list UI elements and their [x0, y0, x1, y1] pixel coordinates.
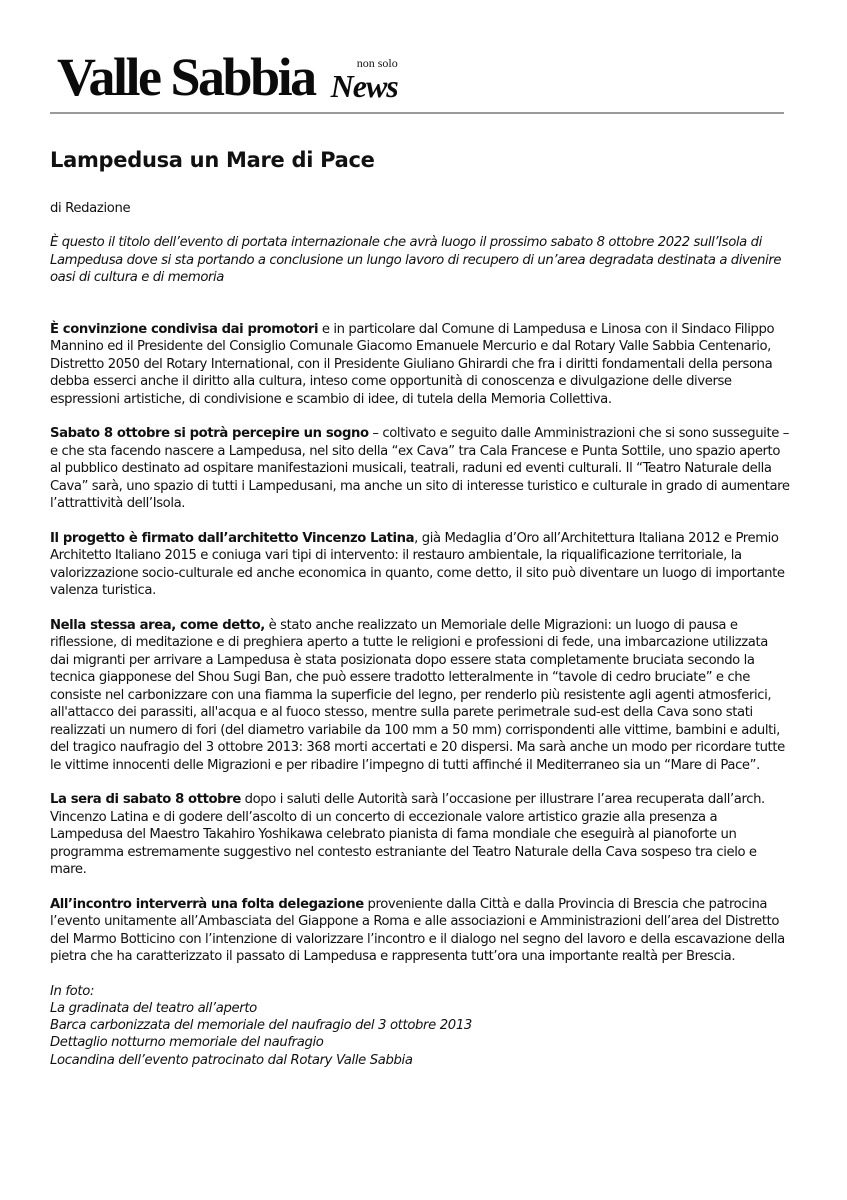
paragraph-lead-in: È convinzione condivisa dai promotori	[50, 321, 319, 337]
paragraph-text: – coltivato e seguito dalle Amministrazioni che si sono susseguite – e che sta facendo nascere a Lampedusa, nel sito della “ex Cava” tra Cala Francese e Punta Sottile, uno spazio aperto al pubblico destinato ad ospitare manifestazioni musicali, teatrali, raduni ed eventi culturali. Il “Teatro Naturale della Cava” sarà, uno spazio di tutti i Lampedusani, ma anche un sito di interesse turistico e culturale in grado di aumentare l’attrattività dell’Isola.	[50, 426, 790, 511]
caption-item: La gradinata del teatro all’aperto	[50, 1000, 257, 1016]
paragraph-lead-in: Nella stessa area, come detto,	[50, 617, 265, 633]
captions-heading: In foto:	[50, 983, 95, 999]
paragraph-lead-in: Sabato 8 ottobre si potrà percepire un sogno	[50, 426, 369, 441]
brand-tagline-news: News	[330, 68, 398, 104]
article-paragraph	[50, 617, 790, 775]
header-divider	[50, 112, 784, 114]
masthead-logo	[57, 28, 398, 108]
article	[50, 146, 790, 1069]
article-title: Lampedusa un Mare di Pace	[50, 148, 375, 172]
caption-item: Barca carbonizzata del memoriale del naufragio del 3 ottobre 2013	[50, 1018, 472, 1034]
brand-tagline-small: non solo	[356, 56, 398, 70]
paragraph-text: proveniente dalla Città e dalla Provincia di Brescia che patrocina l’evento unitamente all’Ambasciata del Giappone a Roma e alle associazioni e Amministrazioni dell’area del Distretto del Marmo Botticino con l’intenzione di valorizzare l’incontro e il dialogo nel segno del lavoro e della escavazione della pietra che ha caratterizzato il passato di Lampedusa e rappresenta tutt’ora una importante realtà per Brescia.	[50, 896, 785, 964]
paragraph-text: è stato anche realizzato un Memoriale delle Migrazioni: un luogo di pausa e riflessione, di meditazione e di preghiera aperto a tutte le religioni e professioni di fede, una imbarcazione utilizzata dai migranti per arrivare a Lampedusa è stata posizionata dopo essere stata completamente bruciata secondo la tecnica giapponese del Shou Sugi Ban, che può essere tradotto letteralmente in “tavole di cedro bruciate” e che consiste nel carbonizzare con una fiamma la superficie del legno, per renderlo più resistente agli agenti atmosferici, all'attacco dei parassiti, all'acqua e al fuoco stesso, mentre sulla parete perimetrale sud-est della Cava sono stati realizzati un numero di fori (del diametro variabile da 100 mm a 50 mm) corrispondenti alle vittime, bambini e adulti, del tragico naufragio del 3 ottobre 2013: 368 morti accertati e 20 dispersi. Ma sarà anche un modo per ricordare tutte le vittime innocenti delle Migrazioni e per ribadire l’impegno di tutti affinché il Mediterraneo sia un “Mare di Pace”.	[50, 617, 785, 773]
paragraph-text: dopo i saluti delle Autorità sarà l’occasione per illustrare l’area recuperata dall’arch. Vincenzo Latina e di godere dell’ascolto di un concerto di eccezionale valore artistico grazie alla presenza a Lampedusa del Maestro Takahiro Yoshikawa celebrato pianista di fama mondiale che eseguirà al pianoforte un programma estremamente suggestivo nel contesto estraniante del Teatro Naturale della Cava sospeso tra cielo e mare.	[50, 792, 765, 877]
article-paragraph	[50, 896, 790, 966]
paragraph-lead-in: La sera di sabato 8 ottobre	[50, 792, 241, 807]
caption-item: Locandina dell’evento patrocinato dal Rotary Valle Sabbia	[50, 1052, 413, 1068]
article-paragraph	[50, 530, 790, 600]
article-paragraph	[50, 791, 790, 879]
caption-item: Dettaglio notturno memoriale del naufragio	[50, 1035, 324, 1051]
article-paragraph	[50, 425, 790, 513]
brand-name: Valle Sabbia	[57, 47, 315, 107]
article-lead: È questo il titolo dell’evento di portata internazionale che avrà luogo il prossimo sabato 8 ottobre 2022 sull’Isola di Lampedusa dove si sta portando a conclusione un lungo lavoro di recupero di un’area degradata destinata a divenire oasi di cultura e di memoria	[50, 235, 782, 285]
article-paragraph	[50, 321, 790, 409]
paragraph-text: e in particolare dal Comune di Lampedusa e Linosa con il Sindaco Filippo Mannino ed il Presidente del Consiglio Comunale Giacomo Emanuele Mercurio e dal Rotary Valle Sabbia Centenario, Distretto 2050 del Rotary International, con il Presidente Giuliano Ghirardi che fra i diritti fondamentali della persona debba esserci anche il diritto alla cultura, inteso come opportunità di conoscenza e divulgazione delle diverse espressioni artistiche, di condivisione e scambio di idee, di tutela della Memoria Collettiva.	[50, 321, 775, 407]
article-byline: di Redazione	[50, 201, 131, 216]
paragraph-lead-in: All’incontro interverrà una folta delegazione	[50, 896, 364, 912]
photo-captions	[50, 983, 790, 1069]
paragraph-text: , già Medaglia d’Oro all’Architettura Italiana 2012 e Premio Architetto Italiano 2015 e coniuga vari tipi di intervento: il restauro ambientale, la riqualificazione territoriale, la valorizzazione socio-culturale ed anche economica in quanto, come detto, il sito può diventare un luogo di importante valenza turistica.	[50, 530, 785, 598]
paragraph-lead-in: Il progetto è firmato dall’architetto Vincenzo Latina	[50, 530, 415, 546]
brand-tagline	[331, 57, 398, 102]
